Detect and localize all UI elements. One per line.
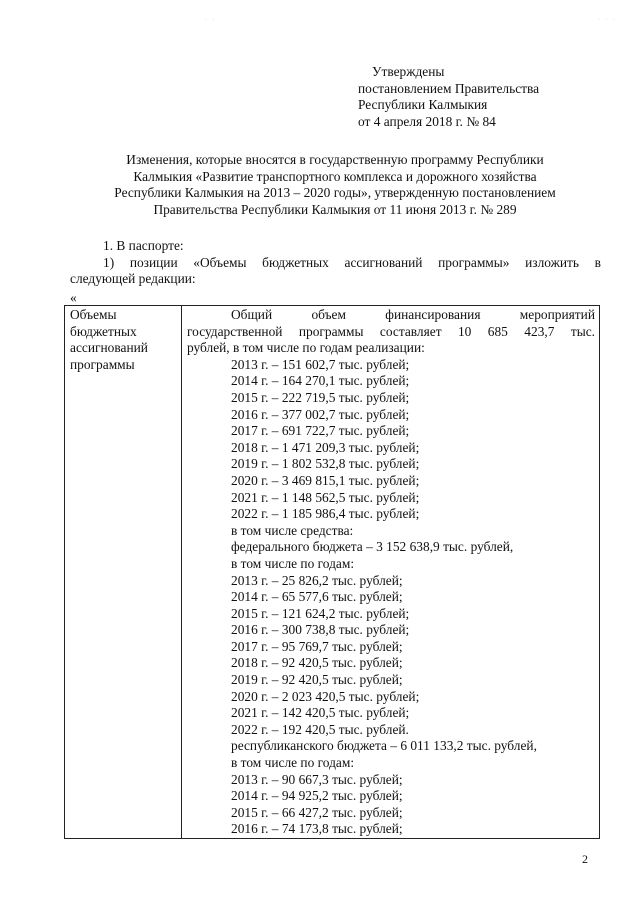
total-year-line: 2019 г. – 1 802 532,8 тыс. рублей; xyxy=(231,456,420,472)
republic-budget-heading: республиканского бюджета – 6 011 133,2 тыс. рублей, xyxy=(231,738,537,754)
federal-year-line: 2021 г. – 142 420,5 тыс. рублей; xyxy=(231,705,410,721)
passport-table xyxy=(64,305,600,839)
republic-year-line: 2013 г. – 90 667,3 тыс. рублей; xyxy=(231,771,403,787)
funds-label: в том числе средства: xyxy=(231,522,354,538)
federal-year-line: 2017 г. – 95 769,7 тыс. рублей; xyxy=(231,638,403,654)
total-year-line: 2022 г. – 1 185 986,4 тыс. рублей; xyxy=(231,506,420,522)
label-line: Объемы xyxy=(70,307,117,322)
table-row xyxy=(65,306,600,839)
approval-line: от 4 апреля 2018 г. № 84 xyxy=(358,113,496,129)
federal-year-line: 2019 г. – 92 420,5 тыс. рублей; xyxy=(231,672,403,688)
federal-budget-heading: федерального бюджета – 3 152 638,9 тыс. рублей, xyxy=(231,539,514,555)
page-number: 2 xyxy=(582,852,588,866)
federal-year-line: 2022 г. – 192 420,5 тыс. рублей. xyxy=(231,721,409,737)
approval-line: Утверждены xyxy=(372,64,445,79)
approval-line: Республики Калмыкия xyxy=(358,97,488,113)
republic-year-line: 2014 г. – 94 925,2 тыс. рублей; xyxy=(231,788,403,804)
funding-intro: рублей, в том числе по годам реализации: xyxy=(187,340,425,356)
republic-year-line: 2016 г. – 74 173,8 тыс. рублей; xyxy=(231,821,403,837)
total-year-line: 2021 г. – 1 148 562,5 тыс. рублей; xyxy=(231,489,420,505)
total-year-line: 2017 г. – 691 722,7 тыс. рублей; xyxy=(231,423,410,439)
by-years-label: в том числе по годам: xyxy=(231,755,355,771)
republic-year-line: 2015 г. – 66 427,2 тыс. рублей; xyxy=(231,804,403,820)
federal-year-line: 2014 г. – 65 577,6 тыс. рублей; xyxy=(231,589,403,605)
title-line: Калмыкия «Развитие транспортного комплекса и дорожного хозяйства xyxy=(133,168,537,184)
title-line: Изменения, которые вносятся в государственную программу Республики xyxy=(126,152,544,167)
title-line: Правительства Республики Калмыкия от 11 июня 2013 г. № 289 xyxy=(153,201,517,217)
federal-year-line: 2015 г. – 121 624,2 тыс. рублей; xyxy=(231,605,410,621)
federal-year-line: 2020 г. – 2 023 420,5 тыс. рублей; xyxy=(231,688,420,704)
approval-block xyxy=(358,64,608,130)
label-line: программы xyxy=(70,356,135,372)
funding-intro: Общий объем финансирования мероприятий xyxy=(231,307,595,322)
total-year-line: 2013 г. – 151 602,7 тыс. рублей; xyxy=(231,356,410,372)
total-year-line: 2020 г. – 3 469 815,1 тыс. рублей; xyxy=(231,472,420,488)
label-line: бюджетных xyxy=(70,323,137,339)
funding-intro: государственной программы составляет 10 685 423,7 тыс. xyxy=(187,323,595,339)
content-cell xyxy=(182,306,600,839)
approval-line: постановлением Правительства xyxy=(358,80,540,96)
total-year-line: 2014 г. – 164 270,1 тыс. рублей; xyxy=(231,373,410,389)
body-text xyxy=(70,238,601,288)
federal-year-line: 2016 г. – 300 738,8 тыс. рублей; xyxy=(231,622,410,638)
opening-quote: « xyxy=(70,290,77,305)
scan-artifact: · · xyxy=(205,17,217,23)
label-cell xyxy=(65,306,182,839)
by-years-label: в том числе по годам: xyxy=(231,555,355,571)
scan-artifact: · · · xyxy=(598,17,617,23)
section-item-passport: 1. В паспорте: xyxy=(103,238,184,253)
document-title xyxy=(70,152,600,218)
federal-year-line: 2018 г. – 92 420,5 тыс. рублей; xyxy=(231,655,403,671)
federal-year-line: 2013 г. – 25 826,2 тыс. рублей; xyxy=(231,572,403,588)
subitem-continuation: следующей редакции: xyxy=(70,271,196,287)
subitem-position: 1) позиции «Объемы бюджетных ассигнований программы» изложить в xyxy=(103,254,601,270)
total-year-line: 2018 г. – 1 471 209,3 тыс. рублей; xyxy=(231,439,420,455)
total-year-line: 2016 г. – 377 002,7 тыс. рублей; xyxy=(231,406,410,422)
label-line: ассигнований xyxy=(70,340,148,356)
total-year-line: 2015 г. – 222 719,5 тыс. рублей; xyxy=(231,389,410,405)
title-line: Республики Калмыкия на 2013 – 2020 годы», утвержденную постановлением xyxy=(114,185,556,201)
